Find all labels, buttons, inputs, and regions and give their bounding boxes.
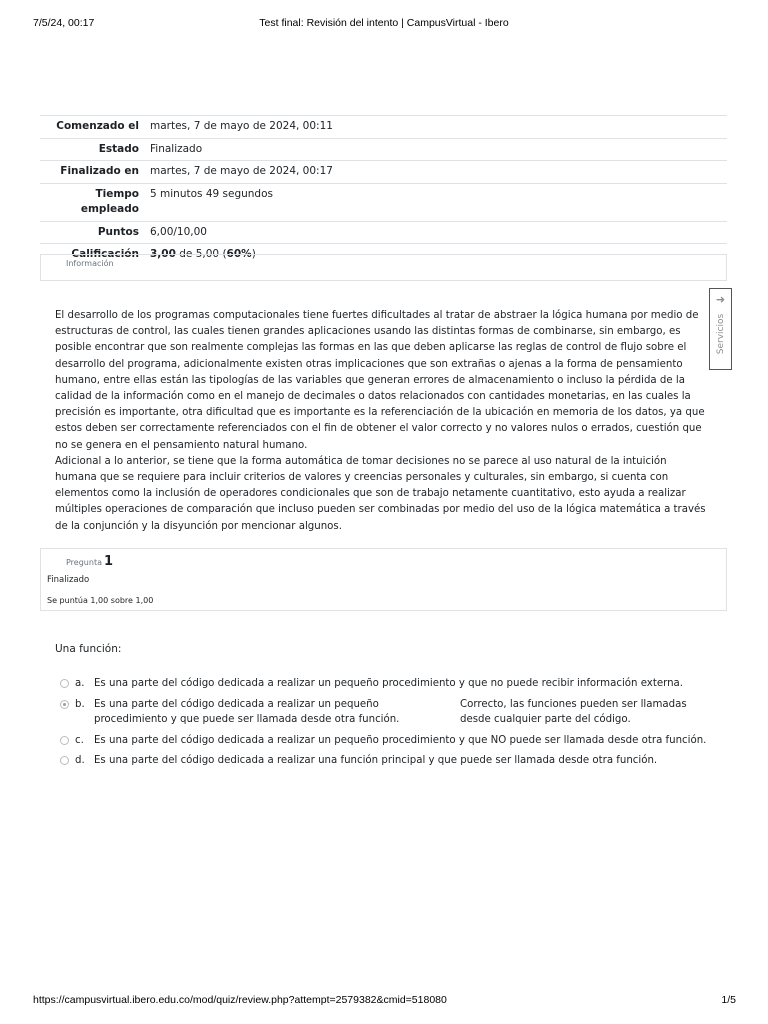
attempt-summary-table [40, 115, 727, 266]
answer-text: Es una parte del código dedicada a realizar un pequeño procedimiento y que NO puede ser llamada desde otra función. [94, 734, 707, 746]
answer-text: Es una parte del código dedicada a realizar un pequeño procedimiento y que no puede recibir información externa. [94, 678, 684, 689]
summary-value: 6,00/10,00 [144, 221, 727, 244]
summary-row [40, 161, 727, 184]
summary-value: 5 minutos 49 segundos [144, 183, 727, 221]
question-number-value: 1 [103, 554, 114, 569]
servicios-tab[interactable] [709, 288, 732, 370]
answer-letter: c. [75, 734, 84, 746]
question-info-box [40, 548, 727, 611]
information-box [40, 254, 727, 281]
summary-label: Calificación [40, 244, 144, 266]
summary-label: Puntos [40, 221, 144, 244]
summary-row [40, 183, 727, 221]
print-datetime: 7/5/24, 00:17 [33, 17, 95, 29]
grade-mid: de 5,00 ( [175, 248, 227, 260]
information-paragraph: Adicional a lo anterior, se tiene que la forma automática de tomar decisiones no se parece al uso natural de la intuición humana que se requiere para incluir criterios de valores y creencias personales y culturales, sin embargo, si cuenta con elementos como la inclusión de operadores condicionales que son de trabajo netamente cuantitativo, esto ayuda a realizar múltiples operaciones de comparación que incluso pueden ser combinadas por medio del uso de la lógica matemática a través de la conjunción y la disyunción por mencionar algunos. [55, 455, 706, 532]
question-state: Finalizado [47, 575, 90, 585]
answer-text: Es una parte del código dedicada a realizar una función principal y que puede ser llamada desde otra función. [94, 755, 658, 766]
information-label: Información [66, 259, 114, 268]
summary-row [40, 116, 727, 139]
question-prefix: Pregunta [66, 558, 102, 567]
answer-feedback: Correcto, las funciones pueden ser llamadas desde cualquier parte del código. [460, 698, 687, 725]
summary-label: Estado [40, 138, 144, 161]
answer-letter: d. [75, 755, 85, 766]
answer-letter: b. [75, 698, 85, 710]
servicios-label: Servicios [716, 313, 726, 355]
print-url: https://campusvirtual.ibero.edu.co/mod/quiz/review.php?attempt=2579382&cmid=518080 [33, 994, 447, 1006]
question-grade: Se puntúa 1,00 sobre 1,00 [47, 596, 154, 605]
grade-end: ) [251, 248, 256, 260]
grade-percent: 60% [226, 248, 252, 260]
answer-option[interactable] [60, 676, 720, 692]
summary-value: martes, 7 de mayo de 2024, 00:11 [144, 116, 727, 139]
summary-value: martes, 7 de mayo de 2024, 00:17 [144, 161, 727, 184]
radio-button[interactable] [60, 679, 69, 688]
print-page-number: 1/5 [721, 994, 736, 1006]
answer-option[interactable] [60, 733, 720, 749]
answer-list [60, 676, 720, 774]
summary-row [40, 138, 727, 161]
arrow-right-icon: ➜ [715, 293, 726, 306]
summary-label: Tiempo empleado [40, 183, 144, 221]
answer-text: Es una parte del código dedicada a realizar un pequeño procedimiento y que puede ser llamada desde otra función. [94, 698, 400, 725]
print-header [0, 17, 768, 33]
answer-letter: a. [75, 678, 85, 689]
question-number [66, 554, 113, 569]
radio-button-selected[interactable] [60, 700, 69, 709]
grade-score: 3,00 [150, 248, 176, 260]
answer-option[interactable] [60, 753, 720, 769]
summary-value: Finalizado [144, 138, 727, 161]
information-paragraph: El desarrollo de los programas computacionales tiene fuertes dificultades al tratar de abstraer la lógica humana por medio de estructuras de control, las cuales tienen grandes aplicaciones usando las distintas formas de combinarse, sin embargo, es posible encontrar que son realmente complejas las formas en las que deben aplicarse las reglas de control de flujo sobre el desarrollo del programa, adicionalmente existen otras implicaciones que son extrañas o ajenas a la forma de pensamiento humano, entre ellas están las tipologías de las variables que generan errores de almacenamiento o incluso la pérdida de la calidad de la información como en el manejo de decimales o datos relacionados con cantidades monetarias, en las cuales la precisión es importante, otra dificultad que es importante es la referenciación de la ubicación en memoria de los datos, ya que estos deben ser correctamente referenciados con el fin de obtener el valor correcto y no valores nulos o errados, cuestión que no se genera en el pensamiento natural humano. [55, 310, 705, 451]
answer-option[interactable] [60, 697, 720, 728]
information-text [55, 308, 710, 535]
print-title: Test final: Revisión del intento | CampusVirtual - Ibero [259, 17, 509, 29]
radio-button[interactable] [60, 736, 69, 745]
summary-row [40, 221, 727, 244]
summary-label: Finalizado en [40, 161, 144, 184]
summary-label: Comenzado el [40, 116, 144, 139]
radio-button[interactable] [60, 756, 69, 765]
print-footer [0, 994, 768, 1010]
question-text: Una función: [55, 643, 122, 655]
